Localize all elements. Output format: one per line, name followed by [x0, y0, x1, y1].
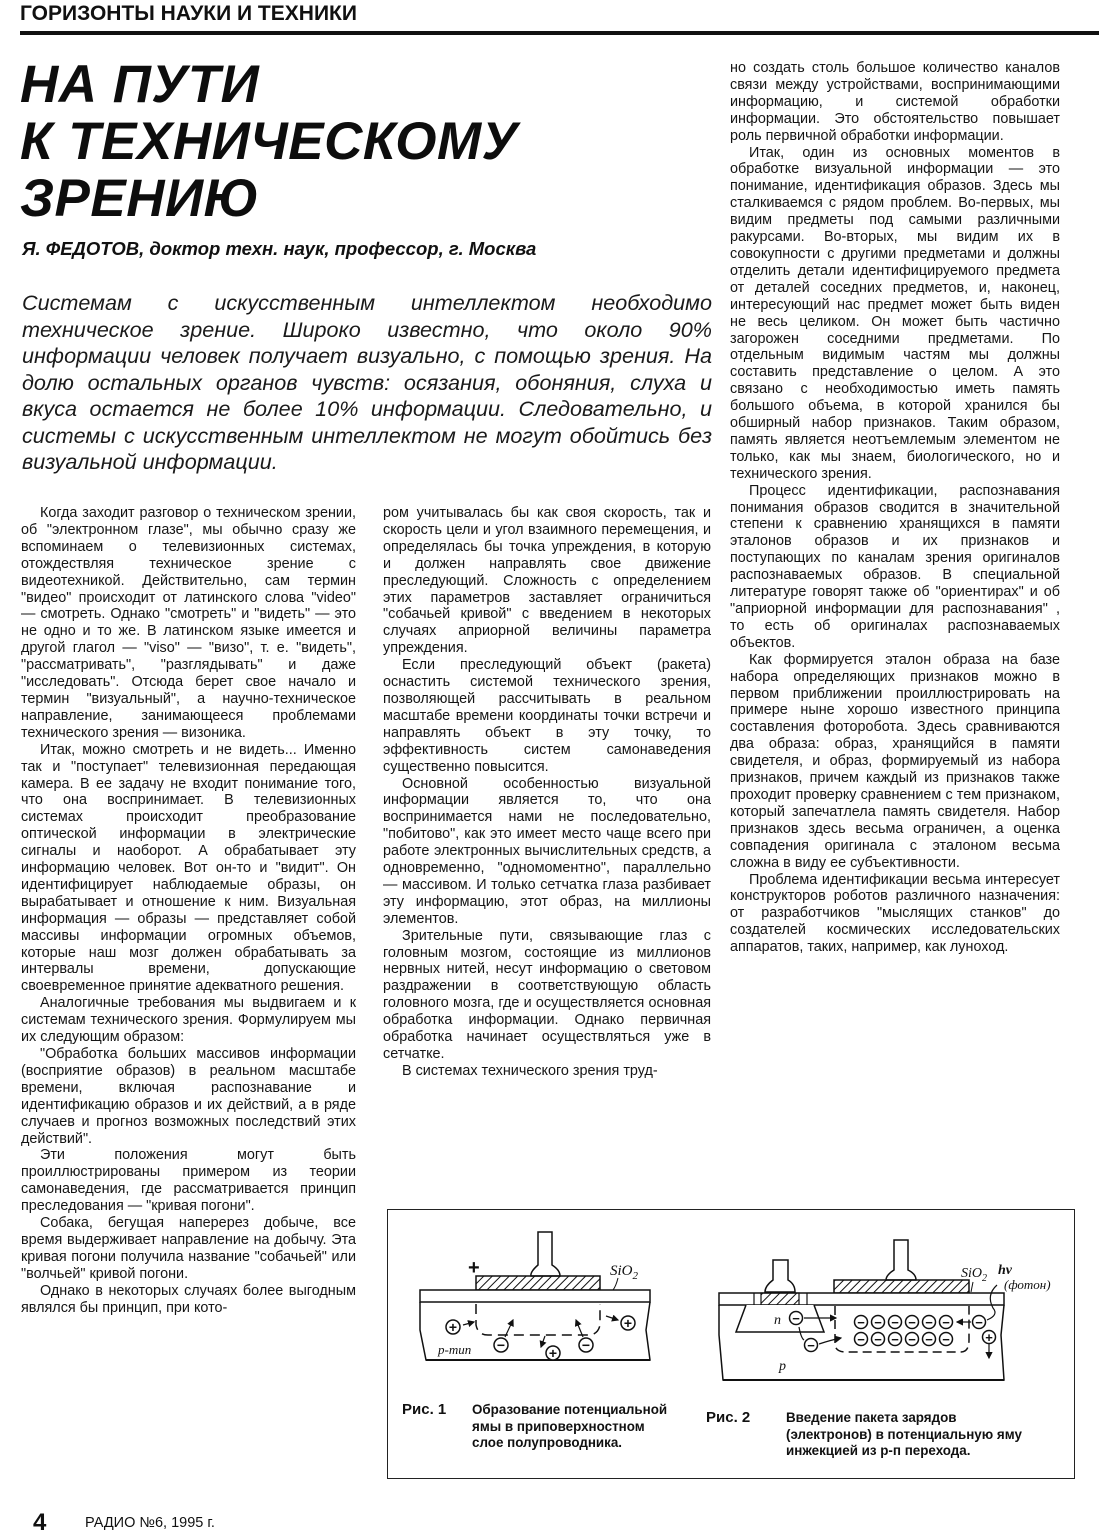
figures-box — [387, 1209, 1075, 1479]
hole-charge — [983, 1330, 996, 1345]
figure-1-caption-text: Образование потенциальной ямы в приповерхностном слое полупроводника. — [472, 1402, 668, 1450]
svg-text:−: − — [891, 1315, 899, 1330]
svg-text:−: − — [942, 1315, 950, 1330]
svg-text:−: − — [942, 1332, 950, 1347]
paragraph: ром учитывалась бы как своя скорость, так и скорость цели и угол взаимного перемещения, и определялась бы точка упреждения, в которую и должен направлять свое движение преследующий. Сложность с определением этих параметров заставляет ограничиться "собачьей кривой" с введением в некоторых случаях априорной величины параметра упреждения. — [383, 505, 711, 657]
gate-electrode — [834, 1280, 969, 1293]
electron-charge — [872, 1315, 885, 1330]
paragraph: Зрительные пути, связывающие глаз с головным мозгом, состоящие из миллионов нервных нитей, несут информацию о световом раздражении в соответствующую область головного мозга, где и осуществляется основная обработка информации. Однако первичная обработка начинает осуществляться уже в сетчатке. — [383, 927, 711, 1062]
lead-paragraph: Системам с искусственным интеллектом необходимо техническое зрение. Широко известно, что около 90% информации человек получает визуально, с помощью зрения. На долю остальных органов чувств: осязания, обоняния, слуха и вкуса остается не более 10% информации. Следовательно, и системы с искусственным интеллектом не могут обойтись без визуальной информации. — [22, 290, 712, 474]
svg-text:−: − — [857, 1315, 865, 1330]
substrate-label: p — [779, 1359, 786, 1374]
injection-lead — [765, 1260, 795, 1292]
svg-text:+: + — [548, 1345, 558, 1361]
title-line: К ТЕХНИЧЕСКОМУ — [20, 112, 519, 171]
figure-2-label: Рис. 2 — [706, 1409, 751, 1426]
depletion-boundary — [476, 1304, 600, 1335]
svg-text:−: − — [496, 1337, 506, 1353]
page-number: 4 — [33, 1509, 47, 1536]
svg-text:−: − — [792, 1311, 800, 1326]
paragraph: Итак, можно смотреть и не видеть... Именно так и "поступает" телевизионная передающая камера. В ее задачу не входит понимание того, что она воспринимает. В телевизионных системах происходит преобразование оптической информации в электрические сигналы и наоборот. А обрабатывает эту информацию человек. Вот он-то и "видит". Он идентифицирует наблюдаемые образы, он вырабатывает и отношение к ним. Визуальная информация — образы — представляет собой массивы информации огромных объемов, которые наш мозг должен обрабатывать за интервалы времени, допускающие своевременное принятие адекватного решения. — [21, 741, 356, 995]
electron-charge — [906, 1315, 919, 1330]
svg-text:−: − — [581, 1337, 591, 1353]
svg-text:−: − — [891, 1332, 899, 1347]
electron-charge — [923, 1315, 936, 1330]
oxide-label: SiO$_2$ — [961, 1266, 987, 1284]
electron-charge — [579, 1337, 593, 1353]
electron-charge — [494, 1337, 508, 1353]
text-column-1 — [21, 505, 356, 1317]
svg-text:−: − — [807, 1338, 815, 1353]
svg-text:−: − — [925, 1332, 933, 1347]
substrate-label: р-тип — [438, 1342, 472, 1357]
electron-charge — [973, 1315, 986, 1330]
paragraph: Аналогичные требования мы выдвигаем и к системам технического зрения. Формулируем мы их следующим образом: — [21, 995, 356, 1046]
photon-label: (фотон) — [1004, 1277, 1051, 1292]
electron-charge — [872, 1332, 885, 1347]
electron-charge — [940, 1315, 953, 1330]
svg-text:−: − — [908, 1332, 916, 1347]
svg-text:−: − — [874, 1332, 882, 1347]
svg-text:−: − — [908, 1315, 916, 1330]
paragraph: Когда заходит разговор о техническом зрении, об "электронном глазе", мы обычно сразу же вспоминаем о телевизионных системах, отождествляя техническое зрение с видеотехникой. Действительно, сам термин "видео" происходит от латинского слова "video" — смотреть. Однако "смотреть" и "видеть" — это не одно и то же. В латинском языке имеется и другой глагол — "viso" — "визо", т. е. "видеть", "рассматривать", "разглядывать" и даже "исследовать". Отсюда берет свое начало и термин "визуальный", а научно-техническое направление, занимающееся проблемами технического зрения — визоника. — [21, 505, 356, 741]
paragraph: Как формируется эталон образа на базе набора определяющих признаков можно в первом приближении проиллюстрировать на примере ныне хорошо известного принципа составления фоторобота. Здесь сравниваются два образа: образ, хранящийся в памяти свидетеля, и образ, формируемый из набора признаков, причем каждый из признаков также проходит проверку сравнением с тем признаком, который запечатлела память свидетеля. Набор признаков здесь весьма ограничен, а оценка совпадения оригинала с эталоном весьма сложна в виду ее субъективности. — [730, 651, 1060, 871]
quote-paragraph: "Обработка больших массивов информации (восприятие образов) в реальном масштабе времени, включая распознавание и идентификацию образов и их действий, а в ряде случаев и прогноз возможных последствий этих действий". — [21, 1046, 356, 1147]
title-line: НА ПУТИ — [20, 55, 260, 114]
paragraph: Основной особенностью визуальной информации является то, что она воспринимается нами не последовательно, "побитово", как это имеет место чаще всего при работе электронных вычислительных средств, а одновременно, "одномоментно", параллельно — массивом. И только сетчатка глаза разбивает эту информацию, этот образ, на миллионы элементов. — [383, 775, 711, 927]
hole-charge — [446, 1319, 460, 1335]
electron-charge — [855, 1332, 868, 1347]
author-byline: Я. ФЕДОТОВ, доктор техн. наук, профессор, г. Москва — [22, 238, 537, 259]
paragraph: Процесс идентификации, распознавания понимания образов сводится в значительной степени к сравнению хранящихся в памяти эталонов образов и их признаков и поступающих по каналам зрения оригиналов распознаваемых образов. В специальной литературе говорят также об "ориентирах" и об "априорной информации для распознавания" , то есть об оригиналах распознаваемых объектов. — [730, 482, 1060, 651]
text-column-3 — [730, 60, 1060, 956]
svg-text:−: − — [857, 1332, 865, 1347]
hole-charge — [546, 1345, 560, 1361]
svg-text:+: + — [985, 1330, 993, 1345]
gate-lead — [886, 1240, 916, 1280]
oxide-label: SiO$_2$ — [610, 1263, 638, 1282]
svg-text:+: + — [623, 1315, 633, 1331]
gate-plus-sign: + — [468, 1257, 480, 1279]
paragraph: но создать столь большое количество каналов связи между устройствами, воспринимающими информацию, и системой обработки информации. Это обстоятельство повышает роль первичной обработки информации. — [730, 60, 1060, 144]
electron-charge — [923, 1332, 936, 1347]
electron-charge — [906, 1332, 919, 1347]
electron-charge — [889, 1315, 902, 1330]
figure-2-caption-text: Введение пакета зарядов (электронов) в потенциальную яму инжекцией из р-п перехода. — [786, 1410, 1022, 1458]
n-region-label: n — [774, 1313, 781, 1328]
electron-charge — [805, 1338, 818, 1353]
paragraph: Эти положения могут быть проиллюстрированы примером из теории самонаведения, где рассматривается принцип преследования — "кривая погони". — [21, 1147, 356, 1215]
paragraph: Если преследующий объект (ракета) оснастить системой технического зрения, позволяющей рассчитывать в реальном масштабе времени координаты точки встречи и направлять объект в эту точку, то эффективность систем самонаведения существенно повысится. — [383, 657, 711, 775]
figure-1-label: Рис. 1 — [402, 1401, 447, 1418]
oxide-layer — [420, 1290, 650, 1302]
paragraph: Собака, бегущая наперерез добыче, все время выдерживает направление на добычу. Эта кривая погони получила название "собачьей" или "волчьей" кривой погони. — [21, 1215, 356, 1282]
electron-charge — [940, 1332, 953, 1347]
figure-2-diagram — [701, 1210, 1071, 1385]
svg-text:−: − — [874, 1315, 882, 1330]
electron-charge — [855, 1315, 868, 1330]
figure-1-diagram — [388, 1210, 688, 1385]
electron-packet — [855, 1315, 953, 1347]
electron-charge — [889, 1332, 902, 1347]
hole-charge — [621, 1315, 635, 1331]
text-column-2 — [383, 505, 711, 1080]
svg-text:+: + — [448, 1319, 458, 1335]
paragraph: Проблема идентификации весьма интересует конструкторов роботов различного назначения: от разработчиков "мыслящих станков" до создателей космических исследовательских аппаратов, таких, например, как луноход. — [730, 871, 1060, 956]
title-line: ЗРЕНИЮ — [20, 169, 260, 228]
svg-text:−: − — [975, 1315, 983, 1330]
gate-electrode — [476, 1276, 600, 1290]
paragraph: Итак, один из основных моментов в обработке визуальной информации — это понимание, идентификация образов. Здесь мы сталкиваемся с рядом проблем. Во-первых, мы видим предметы под самыми различными ракурсами. Во-вторых, мы видим их в совокупности с другими предметами и должны отделить детали идентифицируемого предмета от деталей соседних предметов, и, наконец, интересующий нас предмет может быть виден не весь целиком. Он может быть частично загорожен соседними предметами. По отдельным видимым частям мы должны составить представление о целом. А это связано с необходимостью иметь память большого объема, в которой хранился бы обширный набор признаков. Таким образом, память является неотъемлемым элементом не только, как мы знаем, биологического, но и технического зрения. — [730, 144, 1060, 482]
paragraph: В системах технического зрения труд- — [402, 1062, 658, 1079]
rubric-rule — [20, 31, 1099, 35]
gate-lead — [531, 1232, 560, 1276]
section-rubric: ГОРИЗОНТЫ НАУКИ И ТЕХНИКИ — [20, 2, 357, 25]
publication-info: РАДИО №6, 1995 г. — [85, 1515, 215, 1531]
paragraph: Однако в некоторых случаях более выгодным являлся бы принцип, при кото- — [21, 1282, 356, 1316]
article-title — [20, 56, 518, 227]
photon-symbol: hν — [998, 1263, 1012, 1278]
svg-text:−: − — [925, 1315, 933, 1330]
